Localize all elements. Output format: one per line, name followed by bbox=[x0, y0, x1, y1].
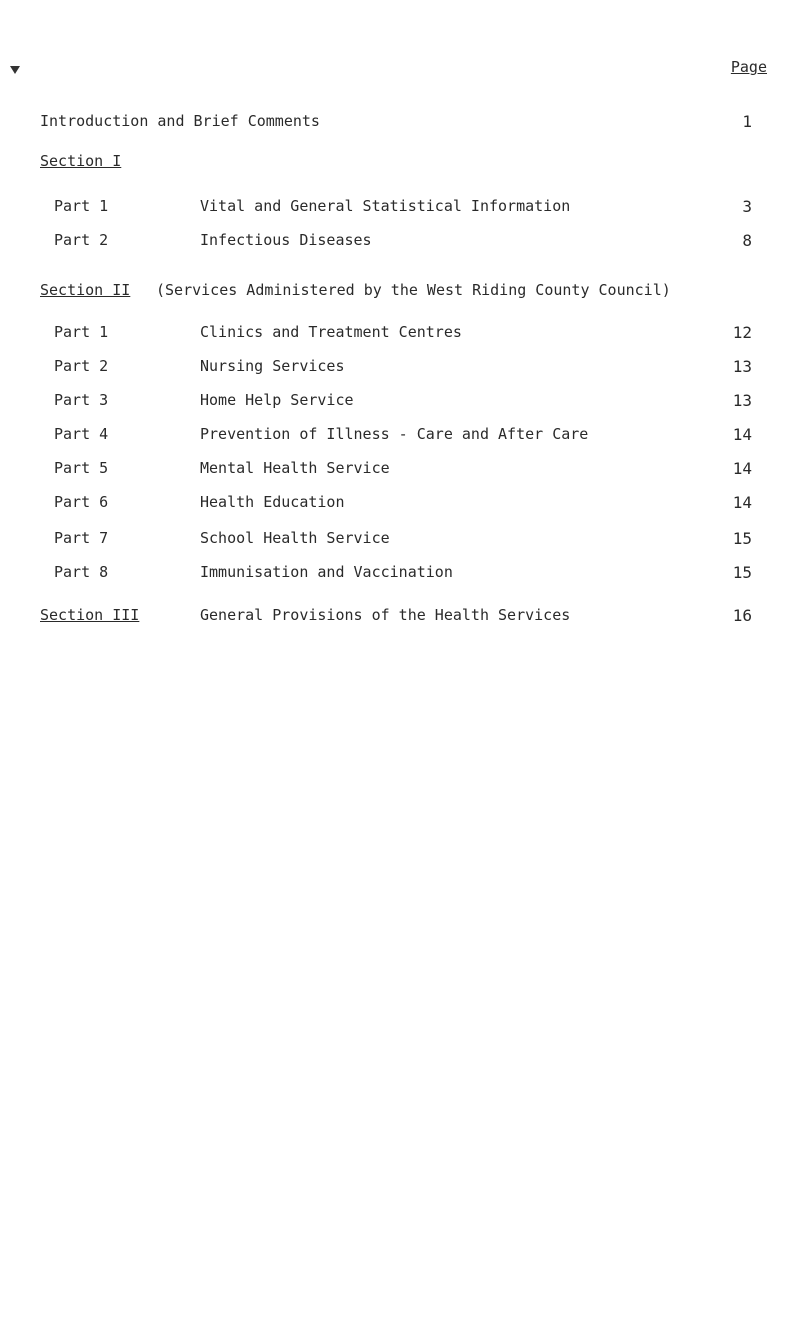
section-2-subtitle: (Services Administered by the West Riding County Council) bbox=[156, 281, 671, 299]
section-2-part-title: Mental Health Service bbox=[200, 459, 390, 477]
page-column-header: Page bbox=[730, 58, 767, 76]
section-2-part-title: Prevention of Illness - Care and After Care bbox=[200, 425, 589, 443]
section-2-part-title: Health Education bbox=[200, 493, 345, 511]
section-2-part-label: Part 4 bbox=[54, 425, 109, 443]
section-3-title: General Provisions of the Health Services bbox=[200, 606, 571, 624]
section-2-part-label: Part 3 bbox=[54, 391, 109, 409]
section-2-part-page: 13 bbox=[732, 391, 752, 410]
section-2-heading: Section II bbox=[40, 281, 131, 299]
section-2-part-label: Part 2 bbox=[54, 357, 109, 375]
section-2-part-page: 12 bbox=[732, 323, 752, 342]
section-2-part-label: Part 8 bbox=[54, 563, 109, 581]
section-1-part-page: 3 bbox=[742, 197, 752, 216]
section-2-part-label: Part 6 bbox=[54, 493, 109, 511]
section-2-part-page: 15 bbox=[732, 563, 752, 582]
section-2-part-page: 13 bbox=[732, 357, 752, 376]
section-2-part-page: 15 bbox=[732, 529, 752, 548]
introduction-page: 1 bbox=[742, 112, 752, 131]
section-1-part-title: Vital and General Statistical Information bbox=[200, 197, 571, 215]
section-3-heading: Section III bbox=[40, 606, 140, 624]
section-3-page: 16 bbox=[732, 606, 752, 625]
section-1-heading: Section I bbox=[40, 152, 122, 170]
section-1-part-label: Part 2 bbox=[54, 231, 109, 249]
section-1-part-label: Part 1 bbox=[54, 197, 109, 215]
section-2-part-page: 14 bbox=[732, 425, 752, 444]
section-2-part-label: Part 1 bbox=[54, 323, 109, 341]
section-2-part-title: School Health Service bbox=[200, 529, 390, 547]
section-2-part-page: 14 bbox=[732, 459, 752, 478]
section-1-part-title: Infectious Diseases bbox=[200, 231, 372, 249]
section-2-part-title: Immunisation and Vaccination bbox=[200, 563, 453, 581]
section-2-part-title: Home Help Service bbox=[200, 391, 354, 409]
corner-mark-icon bbox=[10, 66, 20, 74]
introduction-title: Introduction and Brief Comments bbox=[40, 112, 320, 130]
section-1-part-page: 8 bbox=[742, 231, 752, 250]
section-2-part-title: Nursing Services bbox=[200, 357, 345, 375]
section-2-part-title: Clinics and Treatment Centres bbox=[200, 323, 462, 341]
section-2-part-page: 14 bbox=[732, 493, 752, 512]
section-2-part-label: Part 7 bbox=[54, 529, 109, 547]
section-2-part-label: Part 5 bbox=[54, 459, 109, 477]
